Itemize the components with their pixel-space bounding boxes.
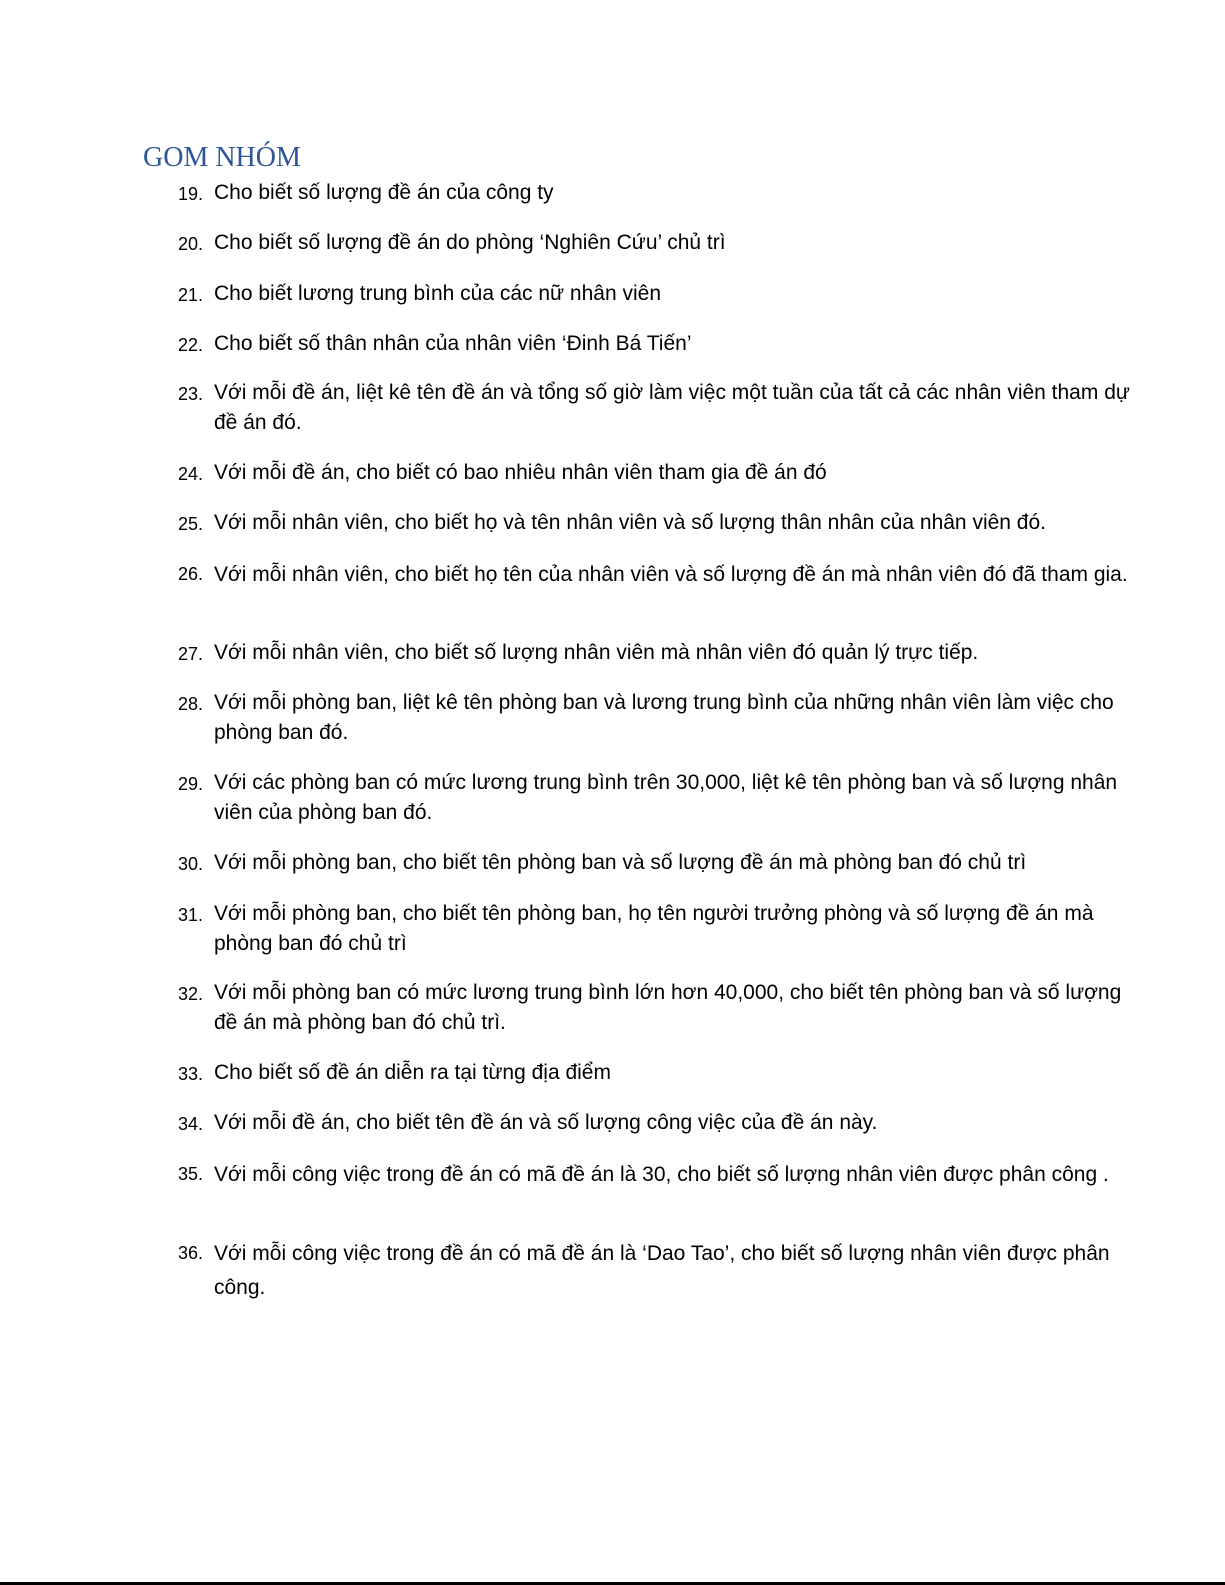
- item-number: 31.: [178, 905, 204, 925]
- item-text: Cho biết số lượng đề án của công ty: [214, 181, 554, 204]
- item-number: 20.: [178, 234, 204, 254]
- item-text: Với mỗi nhân viên, cho biết họ tên của nhân viên và số lượng đề án mà nhân viên đó đã tham gia.: [214, 563, 1128, 586]
- item-number: 22.: [178, 335, 204, 355]
- list-item: [178, 638, 1143, 668]
- item-number: 36.: [178, 1243, 204, 1263]
- section-heading: GOM NHÓM: [143, 142, 301, 173]
- item-number: 33.: [178, 1064, 204, 1084]
- item-number: 34.: [178, 1114, 204, 1134]
- item-text: Cho biết lương trung bình của các nữ nhân viên: [214, 282, 661, 305]
- item-number: 25.: [178, 514, 204, 534]
- list-item: [178, 508, 1143, 538]
- item-text: Với mỗi nhân viên, cho biết số lượng nhân viên mà nhân viên đó quản lý trực tiếp.: [214, 641, 979, 664]
- item-number: 19.: [178, 184, 204, 204]
- list-item: [178, 329, 1143, 359]
- item-text: Cho biết số thân nhân của nhân viên ‘Đinh Bá Tiến’: [214, 332, 692, 355]
- item-number: 29.: [178, 774, 204, 794]
- item-number: 24.: [178, 464, 204, 484]
- list-item: [178, 848, 1143, 878]
- list-item: [178, 558, 1143, 592]
- item-text: Với mỗi phòng ban, cho biết tên phòng ban, họ tên người trưởng phòng và số lượng đề án mà phòng ban đó chủ trì: [214, 902, 1094, 955]
- item-number: 28.: [178, 694, 204, 714]
- item-text: Với mỗi công việc trong đề án có mã đề án là 30, cho biết số lượng nhân viên được phân công .: [214, 1163, 1109, 1186]
- item-number: 27.: [178, 644, 204, 664]
- item-text: Với các phòng ban có mức lương trung bình trên 30,000, liệt kê tên phòng ban và số lượng nhân viên của phòng ban đó.: [214, 771, 1118, 824]
- list-item: [178, 978, 1143, 1038]
- item-text: Với mỗi phòng ban, liệt kê tên phòng ban và lương trung bình của những nhân viên làm việc cho phòng ban đó.: [214, 691, 1114, 744]
- item-text: Với mỗi đề án, cho biết tên đề án và số lượng công việc của đề án này.: [214, 1111, 878, 1134]
- list-item: [178, 228, 1143, 258]
- item-text: Với mỗi công việc trong đề án có mã đề án là ‘Dao Tao’, cho biết số lượng nhân viên được phân công.: [214, 1242, 1110, 1299]
- item-number: 32.: [178, 984, 204, 1004]
- item-number: 30.: [178, 854, 204, 874]
- list-item: [178, 688, 1143, 748]
- list-item: [178, 458, 1143, 488]
- item-number: 21.: [178, 285, 204, 305]
- item-text: Cho biết số đề án diễn ra tại từng địa điểm: [214, 1061, 611, 1084]
- item-text: Với mỗi phòng ban có mức lương trung bình lớn hơn 40,000, cho biết tên phòng ban và số lượng đề án mà phòng ban đó chủ trì.: [214, 981, 1122, 1034]
- list-item: [178, 768, 1143, 828]
- item-text: Cho biết số lượng đề án do phòng ‘Nghiên Cứu’ chủ trì: [214, 231, 726, 254]
- item-number: 26.: [178, 564, 204, 584]
- item-text: Với mỗi nhân viên, cho biết họ và tên nhân viên và số lượng thân nhân của nhân viên đó.: [214, 511, 1046, 534]
- item-number: 23.: [178, 384, 204, 404]
- item-text: Với mỗi phòng ban, cho biết tên phòng ban và số lượng đề án mà phòng ban đó chủ trì: [214, 851, 1027, 874]
- list-item: [178, 279, 1143, 309]
- list-item: [178, 1158, 1143, 1192]
- list-item: [178, 1108, 1143, 1138]
- list-item: [178, 378, 1143, 438]
- list-item: [178, 1058, 1143, 1088]
- item-text: Với mỗi đề án, liệt kê tên đề án và tổng số giờ làm việc một tuần của tất cả các nhân viên tham dự đề án đó.: [214, 381, 1130, 434]
- item-number: 35.: [178, 1164, 204, 1184]
- item-text: Với mỗi đề án, cho biết có bao nhiêu nhân viên tham gia đề án đó: [214, 461, 827, 484]
- list-item: [178, 178, 1143, 208]
- list-item: [178, 1237, 1143, 1305]
- list-item: [178, 899, 1143, 959]
